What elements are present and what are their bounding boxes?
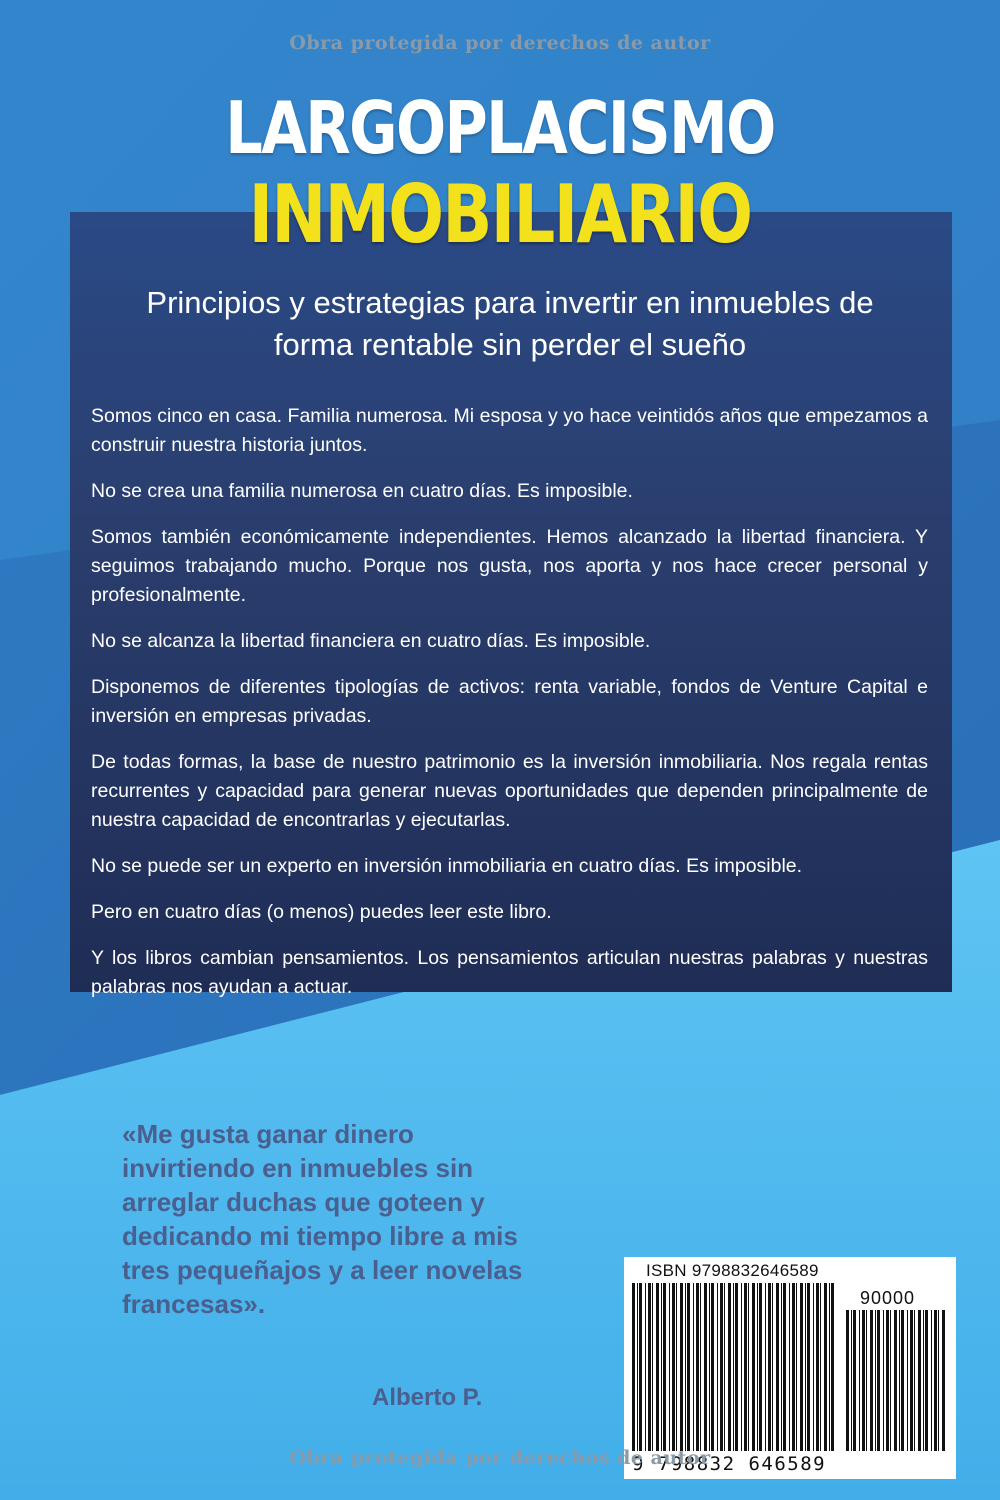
barcode-bar	[870, 1310, 873, 1451]
barcode-bar	[704, 1283, 707, 1451]
barcode-bar	[781, 1283, 782, 1451]
barcode-bar	[925, 1310, 928, 1451]
paragraph: No se alcanza la libertad financiera en cuatro días. Es imposible.	[91, 630, 651, 652]
barcode-bar	[632, 1283, 635, 1451]
barcode-bar	[938, 1310, 939, 1451]
paragraph: Pero en cuatro días (o menos) puedes leer este libro.	[91, 901, 552, 923]
barcode-bar	[680, 1283, 683, 1451]
barcode-bar	[877, 1310, 880, 1451]
barcode-bar	[934, 1310, 937, 1451]
barcode-bar	[717, 1283, 718, 1451]
barcode-bar	[805, 1283, 806, 1451]
barcode-bar	[789, 1283, 790, 1451]
barcode-bar	[744, 1283, 747, 1451]
barcode-bar	[752, 1283, 755, 1451]
paragraph: No se puede ser un experto en inversión inmobiliaria en cuatro días. Es imposible.	[91, 855, 803, 877]
barcode-bar	[942, 1310, 945, 1451]
barcode-bar	[894, 1310, 897, 1451]
barcode-bar	[853, 1310, 856, 1451]
barcode-bar	[776, 1283, 779, 1451]
barcode-bar	[772, 1283, 773, 1451]
copyright-watermark-top: Obra protegida por derechos de autor	[289, 32, 711, 54]
isbn-barcode-box	[624, 1257, 956, 1479]
paragraph: Y los libros cambian pensamientos. Los pensamientos articulan nuestras palabras y nuestras palabras nos ayudan a actuar.	[91, 947, 928, 998]
author-quote: «Me gusta ganar dinero invirtiendo en inmuebles sin arreglar duchas que goteen y dedicando mi tiempo libre a mis tres pequeñajos y a leer novelas francesas».	[122, 1119, 523, 1319]
barcode-bar	[656, 1283, 659, 1451]
paragraph: Somos cinco en casa. Familia numerosa. Mi esposa y yo hace veintidós años que empezamos a construir nuestra historia juntos.	[91, 405, 928, 456]
barcode-bar	[792, 1283, 795, 1451]
barcode-bar	[687, 1283, 690, 1451]
barcode-bar	[813, 1283, 814, 1451]
barcode-bar	[709, 1283, 710, 1451]
paragraph: Somos también económicamente independientes. Hemos alcanzado la libertad financiera. Y seguimos trabajando mucho. Porque nos gusta, nos aporta y nos hace crecer personal y profesionalmente.	[91, 526, 928, 606]
price-code: 90000	[860, 1288, 916, 1308]
back-cover-description	[91, 402, 928, 1019]
ean13-barcode	[632, 1283, 837, 1451]
barcode-bar	[759, 1283, 762, 1451]
barcode-bar	[648, 1283, 651, 1451]
book-title-line-1: LARGOPLACISMO	[225, 86, 775, 170]
paragraph: No se crea una familia numerosa en cuatro días. Es imposible.	[91, 480, 633, 502]
barcode-bar	[875, 1310, 876, 1451]
barcode-bar	[783, 1283, 786, 1451]
barcode-bar	[851, 1310, 852, 1451]
barcode-bar	[768, 1283, 771, 1451]
book-title-line-2: INMOBILIARIO	[248, 168, 752, 261]
barcode-bar	[862, 1310, 865, 1451]
barcode-bar	[639, 1283, 642, 1451]
barcode-bar	[816, 1283, 819, 1451]
barcode-bar	[899, 1310, 900, 1451]
barcode-bar	[923, 1310, 924, 1451]
barcode-bar	[931, 1310, 932, 1451]
barcode-bar	[652, 1283, 653, 1451]
barcode-bar	[676, 1283, 677, 1451]
barcode-bar	[672, 1283, 675, 1451]
paragraph: De todas formas, la base de nuestro patrimonio es la inversión inmobiliaria. Nos regala rentas recurrentes y capacidad para generar nuevas oportunidades que dependen principalmente de nuestra capacidad de encontrarlas y ejecutarlas.	[91, 751, 928, 831]
barcode-bar	[663, 1283, 666, 1451]
barcode-bar	[765, 1283, 766, 1451]
barcode-bar	[685, 1283, 686, 1451]
barcode-bar	[914, 1310, 915, 1451]
barcode-bar	[796, 1283, 797, 1451]
paragraph: Disponemos de diferentes tipologías de activos: renta variable, fondos de Venture Capital e inversión en empresas privadas.	[91, 676, 928, 727]
barcode-bar	[669, 1283, 670, 1451]
barcode-bar	[883, 1310, 884, 1451]
barcode-bar	[661, 1283, 662, 1451]
barcode-bar	[824, 1283, 827, 1451]
barcode-bar	[807, 1283, 810, 1451]
barcode-bar	[693, 1283, 694, 1451]
barcode-bar	[846, 1310, 849, 1451]
barcode-bar	[724, 1283, 725, 1451]
price-addon-barcode	[846, 1310, 948, 1451]
barcode-bar	[757, 1283, 758, 1451]
barcode-bar	[831, 1283, 834, 1451]
barcode-bar	[907, 1310, 908, 1451]
barcode-bar	[886, 1310, 889, 1451]
barcode-bar	[728, 1283, 731, 1451]
barcode-bar	[901, 1310, 904, 1451]
barcode-bar	[800, 1283, 803, 1451]
barcode-bar	[700, 1283, 701, 1451]
barcode-bar	[820, 1283, 821, 1451]
barcode-bar	[859, 1310, 860, 1451]
barcode-bar	[711, 1283, 714, 1451]
barcode-bar	[645, 1283, 646, 1451]
barcode-bar	[918, 1310, 921, 1451]
book-subtitle: Principios y estrategias para invertir en inmuebles de forma rentable sin perder el sueño	[146, 285, 874, 362]
barcode-bar	[890, 1310, 891, 1451]
barcode-bar	[741, 1283, 742, 1451]
barcode-digits: 9 798832 646589	[632, 1453, 827, 1475]
barcode-bar	[637, 1283, 638, 1451]
barcode-bar	[696, 1283, 699, 1451]
barcode-bar	[910, 1310, 913, 1451]
barcode-bar	[733, 1283, 734, 1451]
barcode-bar	[748, 1283, 749, 1451]
barcode-bar	[735, 1283, 738, 1451]
barcode-bar	[866, 1310, 867, 1451]
copyright-watermark-bottom: Obra protegida por derechos de autor	[289, 1447, 711, 1469]
isbn-label: ISBN 9798832646589	[646, 1261, 819, 1280]
author-name: Alberto P.	[372, 1384, 483, 1411]
barcode-bar	[720, 1283, 723, 1451]
barcode-bar	[829, 1283, 830, 1451]
